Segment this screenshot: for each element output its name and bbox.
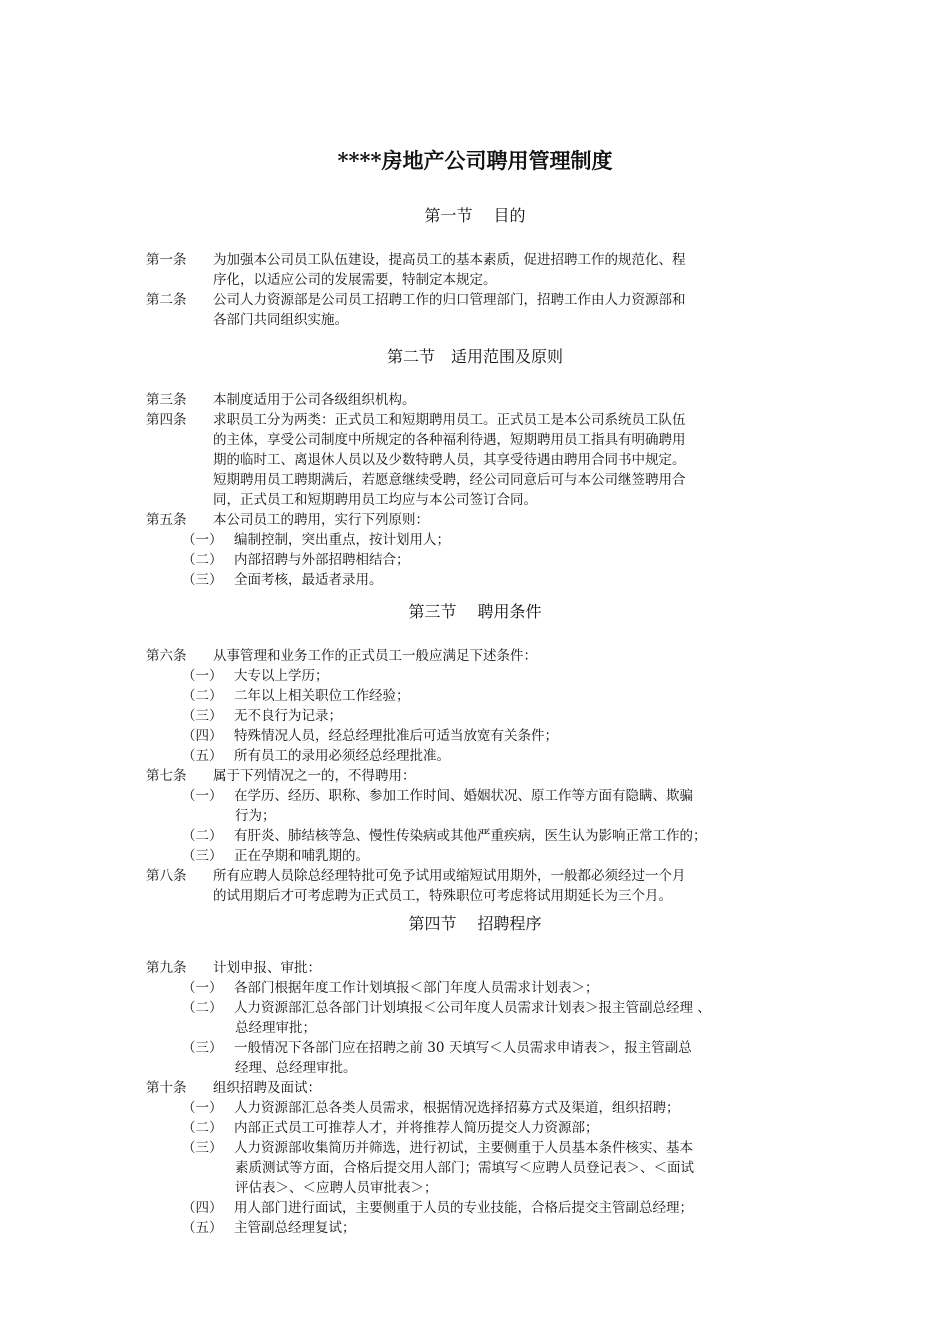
article-label: 第四条	[146, 412, 187, 428]
list-item	[146, 978, 862, 998]
list-item	[146, 726, 862, 746]
item-label: （四）	[182, 1200, 223, 1216]
article-1-line-1	[146, 250, 826, 270]
list-item	[146, 570, 862, 590]
article-label: 第一条	[146, 252, 187, 268]
item-text: 无不良行为记录；	[234, 708, 342, 724]
article-text: 为加强本公司员工队伍建设，提高员工的基本素质，促进招聘工作的规范化、程	[213, 252, 686, 268]
item-label: （三）	[182, 572, 223, 588]
item-text: 全面考核，最适者录用。	[234, 572, 383, 588]
article-label: 第九条	[146, 960, 187, 976]
item-label: （二）	[182, 688, 223, 704]
article-6-line-1	[146, 646, 826, 666]
list-item	[146, 746, 862, 766]
item-text: 用人部门进行面试，主要侧重于人员的专业技能，合格后提交主管副总经理；	[234, 1200, 693, 1216]
article-8-line-1	[146, 866, 826, 886]
list-item	[146, 666, 862, 686]
list-item-continuation: 评估表＞、＜应聘人员审批表＞；	[235, 1180, 438, 1196]
item-label: （三）	[182, 708, 223, 724]
item-text: 正在孕期和哺乳期的。	[234, 848, 369, 864]
item-text: 一般情况下各部门应在招聘之前 30 天填写＜人员需求申请表＞，报主管副总	[234, 1040, 692, 1056]
item-label: （二）	[182, 1120, 223, 1136]
article-text: 公司人力资源部是公司员工招聘工作的归口管理部门，招聘工作由人力资源部和	[213, 292, 686, 308]
article-label: 第十条	[146, 1080, 187, 1096]
item-text: 有肝炎、肺结核等急、慢性传染病或其他严重疾病，医生认为影响正常工作的；	[234, 828, 707, 844]
article-text: 属于下列情况之一的，不得聘用：	[213, 768, 416, 784]
item-text: 编制控制，突出重点，按计划用人；	[234, 532, 450, 548]
list-item	[146, 706, 862, 726]
item-text: 特殊情况人员，经总经理批准后可适当放宽有关条件；	[234, 728, 558, 744]
item-label: （四）	[182, 728, 223, 744]
article-text: 组织招聘及面试：	[213, 1080, 321, 1096]
item-label: （五）	[182, 748, 223, 764]
article-3-line-1	[146, 390, 826, 410]
item-label: （三）	[182, 1040, 223, 1056]
article-label: 第五条	[146, 512, 187, 528]
article-text: 本制度适用于公司各级组织机构。	[213, 392, 416, 408]
list-item-continuation: 素质测试等方面，合格后提交用人部门；需填写＜应聘人员登记表＞、＜面试	[235, 1160, 694, 1176]
article-text: 求职员工分为两类：正式员工和短期聘用员工。正式员工是本公司系统员工队伍	[213, 412, 686, 428]
list-item	[146, 786, 862, 806]
article-1-line-2: 序化，以适应公司的发展需要，特制定本规定。	[213, 272, 497, 288]
item-label: （二）	[182, 552, 223, 568]
list-item	[146, 530, 862, 550]
article-8-line-2: 的试用期后才可考虑聘为正式员工，特殊职位可考虑将试用期延长为三个月。	[213, 888, 672, 904]
item-label: （一）	[182, 668, 223, 684]
item-text: 大专以上学历；	[234, 668, 329, 684]
item-label: （一）	[182, 980, 223, 996]
article-7-line-1	[146, 766, 826, 786]
article-label: 第八条	[146, 868, 187, 884]
article-4-line-2: 的主体，享受公司制度中所规定的各种福利待遇，短期聘用员工指具有明确聘用	[213, 432, 686, 448]
list-item-continuation: 行为；	[235, 808, 276, 824]
item-label: （一）	[182, 1100, 223, 1116]
list-item	[146, 1038, 862, 1058]
article-label: 第三条	[146, 392, 187, 408]
item-label: （三）	[182, 1140, 223, 1156]
article-5-line-1	[146, 510, 826, 530]
list-item	[146, 686, 862, 706]
list-item	[146, 1138, 862, 1158]
list-item	[146, 1218, 862, 1238]
list-item-continuation: 总经理审批；	[235, 1020, 316, 1036]
item-text: 在学历、经历、职称、参加工作时间、婚姻状况、原工作等方面有隐瞒、欺骗	[234, 788, 693, 804]
item-text: 内部招聘与外部招聘相结合；	[234, 552, 410, 568]
item-text: 二年以上相关职位工作经验；	[234, 688, 410, 704]
article-9-line-1	[146, 958, 826, 978]
article-text: 从事管理和业务工作的正式员工一般应满足下述条件：	[213, 648, 537, 664]
article-4-line-4: 短期聘用员工聘期满后，若愿意继续受聘，经公司同意后可与本公司继签聘用合	[213, 472, 686, 488]
list-item	[146, 846, 862, 866]
document-title: ****房地产公司聘用管理制度	[337, 148, 613, 173]
list-item	[146, 998, 862, 1018]
item-text: 人力资源部汇总各部门计划填报＜公司年度人员需求计划表＞报主管副总经理 、	[234, 1000, 711, 1016]
article-10-line-1	[146, 1078, 826, 1098]
article-label: 第七条	[146, 768, 187, 784]
item-text: 所有员工的录用必须经总经理批准。	[234, 748, 450, 764]
article-2-line-1	[146, 290, 826, 310]
article-label: 第六条	[146, 648, 187, 664]
item-label: （五）	[182, 1220, 223, 1236]
item-text: 主管副总经理复试；	[234, 1220, 356, 1236]
article-4-line-1	[146, 410, 826, 430]
item-label: （三）	[182, 848, 223, 864]
list-item-continuation: 经理、总经理审批。	[235, 1060, 357, 1076]
list-item	[146, 826, 862, 846]
list-item	[146, 550, 862, 570]
item-text: 内部正式员工可推荐人才，并将推荐人简历提交人力资源部；	[234, 1120, 599, 1136]
section-heading-1: 第一节 目的	[424, 206, 526, 225]
section-heading-2: 第二节 适用范围及原则	[386, 347, 563, 366]
item-text: 人力资源部汇总各类人员需求，根据情况选择招募方式及渠道，组织招聘；	[234, 1100, 680, 1116]
list-item	[146, 1198, 862, 1218]
article-4-line-5: 同，正式员工和短期聘用员工均应与本公司签订合同。	[213, 492, 537, 508]
item-text: 人力资源部收集简历并筛选，进行初试，主要侧重于人员基本条件核实、基本	[234, 1140, 693, 1156]
item-label: （二）	[182, 828, 223, 844]
list-item	[146, 1098, 862, 1118]
list-item	[146, 1118, 862, 1138]
article-text: 所有应聘人员除总经理特批可免予试用或缩短试用期外，一般都必须经过一个月	[213, 868, 686, 884]
article-4-line-3: 期的临时工、离退休人员以及少数特聘人员，其享受待遇由聘用合同书中规定。	[213, 452, 686, 468]
article-text: 计划申报、审批：	[213, 960, 321, 976]
article-text: 本公司员工的聘用，实行下列原则：	[213, 512, 429, 528]
section-heading-4: 第四节 招聘程序	[408, 914, 542, 933]
item-label: （二）	[182, 1000, 223, 1016]
item-text: 各部门根据年度工作计划填报＜部门年度人员需求计划表＞；	[234, 980, 599, 996]
item-label: （一）	[182, 788, 223, 804]
article-label: 第二条	[146, 292, 187, 308]
item-label: （一）	[182, 532, 223, 548]
section-heading-3: 第三节 聘用条件	[408, 602, 542, 621]
article-2-line-2: 各部门共同组织实施。	[213, 312, 348, 328]
